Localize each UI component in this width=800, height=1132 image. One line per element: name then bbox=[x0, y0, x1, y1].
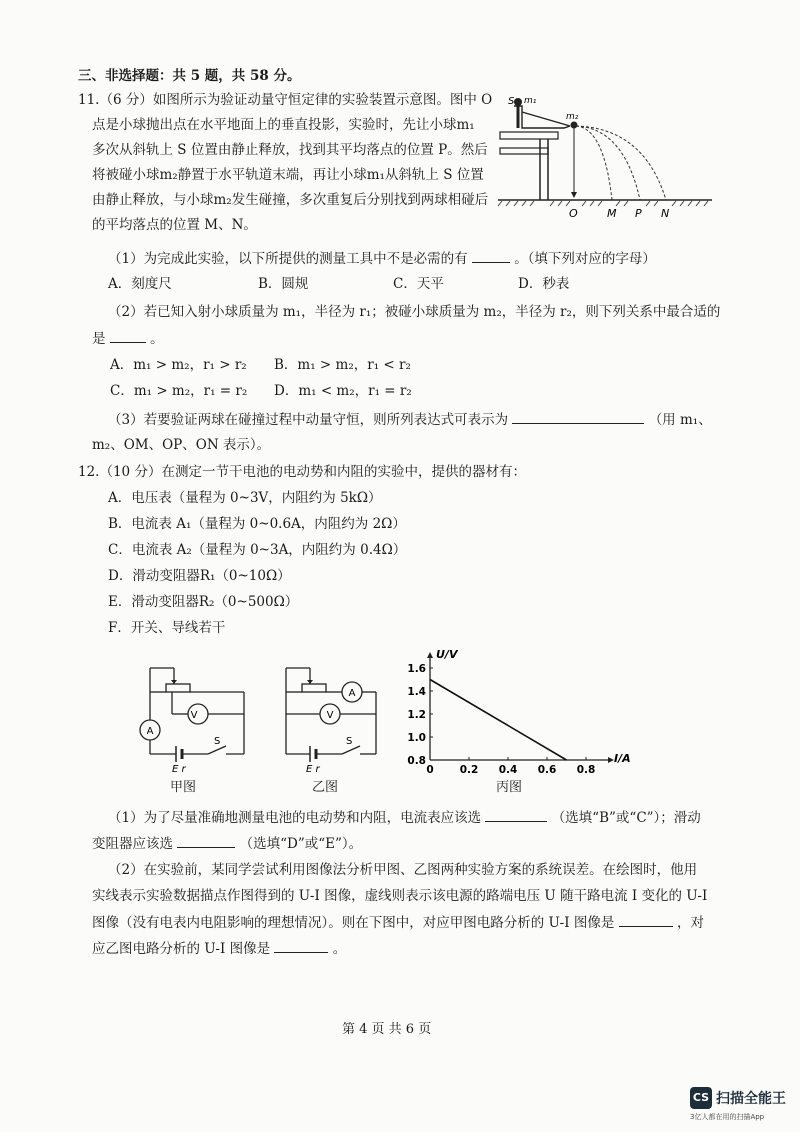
scanner-logo-icon: CS bbox=[690, 1087, 712, 1109]
ammeter-yi-label: A bbox=[348, 688, 356, 699]
drop-arrow bbox=[571, 192, 577, 198]
x-axis-label: I/A bbox=[614, 752, 631, 765]
q11-sub1-option-d: D．秒表 bbox=[518, 276, 570, 292]
ramp bbox=[514, 106, 570, 128]
y-axis-arrow bbox=[427, 652, 433, 658]
section-header: 三、非选择题：共 5 题，共 58 分。 bbox=[78, 68, 301, 84]
q11-sub1: （1）为完成此实验，以下所提供的测量工具中不是必需的有 。（填下列对应的字母） bbox=[108, 248, 656, 269]
q11-line-5: 由静止释放，与小球m₂发生碰撞，多次重复后分别找到两球相碰后 bbox=[92, 192, 489, 208]
rheostat-jia bbox=[166, 684, 190, 692]
x-tick-label: 0.4 bbox=[498, 764, 518, 776]
q11-apparatus-figure bbox=[494, 92, 716, 222]
battery-jia-label: E r bbox=[172, 764, 186, 772]
table-shelf bbox=[500, 148, 548, 154]
q12-items bbox=[108, 488, 406, 644]
q12-sub2-line2: 实线表示实验数据描点作图得到的 U-I 图像，虚线则表示该电源的路端电压 U 随干路电流 I 变化的 U-I bbox=[92, 888, 708, 904]
switch-yi-label: S bbox=[346, 736, 353, 747]
q11-sub2-answer-blank[interactable] bbox=[110, 328, 146, 343]
q12-sub1-line1: （1）为了尽量准确地测量电池的电动势和内阻，电流表应该选 （选填“B”或“C”）；滑动 bbox=[108, 807, 701, 828]
q12-sub2-line3: 图像（没有电表内电阻影响的理想情况）。则在下图中，对应甲图电路分析的 U-I 图像是 ，对 bbox=[92, 912, 704, 933]
q11-sub1-answer-blank[interactable] bbox=[472, 248, 510, 263]
q11-sub1-option-a: A．刻度尺 bbox=[108, 276, 172, 292]
label-m2: m₂ bbox=[566, 112, 579, 122]
y-tick-label: 0.8 bbox=[407, 755, 426, 767]
y-axis-label: U/V bbox=[436, 648, 458, 661]
q11-sub2-line1: （2）若已知入射小球质量为 m₁，半径为 r₁；被碰小球质量为 m₂，半径为 r₂，则下列关系中最合适的 bbox=[108, 304, 721, 320]
x-tick-label: 0 bbox=[426, 764, 434, 776]
trajectory-n bbox=[576, 126, 666, 200]
x-tick-label: 0.6 bbox=[537, 764, 557, 776]
caption-bing: 丙图 bbox=[496, 780, 523, 795]
q11-sub2-option-a: A．m₁ > m₂，r₁ > r₂ bbox=[110, 357, 247, 373]
q12-sub1-rheostat-blank[interactable] bbox=[177, 833, 235, 848]
ramp-slope bbox=[522, 112, 570, 126]
caption-jia: 甲图 bbox=[170, 780, 197, 795]
q11-sub3-line1: （3）若要验证两球在碰撞过程中动量守恒，则所列表达式可表示为 （用 m₁、 bbox=[108, 409, 712, 430]
q11-line-4: 将被碰小球m₂静置于水平轨道末端，再让小球m₁从斜轨上 S 位置 bbox=[92, 167, 484, 183]
q11-line-3: 多次从斜轨上 S 位置由静止释放，找到其平均落点的位置 P。然后 bbox=[92, 142, 488, 158]
ball-m1 bbox=[514, 98, 522, 106]
q12-item-b: B．电流表 A₁（量程为 0~0.6A，内阻约为 2Ω） bbox=[108, 516, 406, 532]
y-tick-label: 1.0 bbox=[407, 732, 426, 744]
battery-yi-label: E r bbox=[306, 764, 320, 772]
q11-sub2-option-b: B．m₁ > m₂，r₁ < r₂ bbox=[274, 357, 411, 373]
q11-line-1: 11.（6 分）如图所示为验证动量守恒定律的实验装置示意图。图中 O bbox=[78, 92, 493, 108]
y-tick-label: 1.4 bbox=[407, 686, 426, 698]
q11-sub2-line2: 是 。 bbox=[92, 328, 164, 349]
trajectory-p bbox=[576, 126, 640, 200]
label-s: S bbox=[508, 96, 515, 107]
y-tick-label: 1.6 bbox=[407, 663, 426, 675]
circuit-jia bbox=[138, 662, 250, 772]
ball-m2 bbox=[571, 122, 578, 129]
q12-sub2-jia-blank[interactable] bbox=[619, 912, 673, 927]
q11-line-6: 的平均落点的位置 M、N。 bbox=[92, 217, 257, 233]
label-o: O bbox=[569, 207, 578, 220]
voltmeter-yi-label: V bbox=[326, 710, 334, 721]
caption-yi: 乙图 bbox=[312, 780, 339, 795]
q12-item-a: A．电压表（量程为 0~3V，内阻约为 5kΩ） bbox=[108, 490, 382, 506]
page-footer: 第 4 页 共 6 页 bbox=[342, 1022, 432, 1037]
q12-sub2-line4: 应乙图电路分析的 U-I 图像是 。 bbox=[92, 938, 346, 959]
q12-sub1-line2: 变阻器应该选 （选填“D”或“E”）。 bbox=[92, 833, 362, 854]
trajectory-m bbox=[576, 126, 612, 200]
ui-graph-bing bbox=[396, 646, 636, 780]
q11-sub3-answer-blank[interactable] bbox=[512, 409, 644, 424]
scanner-brand: 扫描全能王 bbox=[716, 1091, 786, 1107]
q12-item-d: D．滑动变阻器R₁（0~10Ω） bbox=[108, 568, 291, 584]
y-tick-label: 1.2 bbox=[407, 709, 426, 721]
q12-sub2-line1: （2）在实验前，某同学尝试利用图像法分析甲图、乙图两种实验方案的系统误差。在绘图时，他用 bbox=[108, 862, 698, 878]
series-line bbox=[430, 680, 567, 761]
q12-item-e: E．滑动变阻器R₂（0~500Ω） bbox=[108, 594, 299, 610]
q12-sub2-yi-blank[interactable] bbox=[274, 938, 328, 953]
q11-stem bbox=[78, 90, 492, 240]
q11-sub1-option-c: C．天平 bbox=[393, 276, 444, 292]
q12-item-c: C．电流表 A₂（量程为 0~3A，内阻约为 0.4Ω） bbox=[108, 542, 407, 558]
rheostat-yi bbox=[302, 684, 326, 692]
scanner-tagline: 3亿人都在用的扫描App bbox=[690, 1113, 765, 1121]
ground-hatch bbox=[498, 201, 708, 206]
q12-intro: 12.（10 分）在测定一节干电池的电动势和内阻的实验中，提供的器材有： bbox=[78, 464, 526, 480]
q12-item-f: F．开关、导线若干 bbox=[108, 620, 226, 636]
label-p: P bbox=[635, 207, 642, 220]
voltmeter-jia-label: V bbox=[190, 710, 198, 721]
q11-sub2-option-d: D．m₁ < m₂，r₁ = r₂ bbox=[274, 383, 412, 399]
q11-line-2: 点是小球抛出点在水平地面上的垂直投影，实验时，先让小球m₁ bbox=[92, 117, 475, 133]
q12-sub1-ammeter-blank[interactable] bbox=[485, 807, 547, 822]
label-m1: m₁ bbox=[524, 96, 537, 106]
q11-sub1-option-b: B．圆规 bbox=[258, 276, 309, 292]
label-n: N bbox=[661, 207, 670, 220]
label-m: M bbox=[607, 207, 617, 220]
switch-jia-label: S bbox=[214, 736, 221, 747]
circuit-yi bbox=[280, 662, 392, 772]
x-tick-label: 0.2 bbox=[459, 764, 479, 776]
q11-sub3-line2: m₂、OM、OP、ON 表示）。 bbox=[92, 437, 271, 453]
ammeter-jia-label: A bbox=[146, 726, 154, 737]
table-top bbox=[500, 132, 558, 139]
x-tick-label: 0.8 bbox=[576, 764, 596, 776]
q11-sub2-option-c: C．m₁ > m₂，r₁ = r₂ bbox=[110, 383, 248, 399]
